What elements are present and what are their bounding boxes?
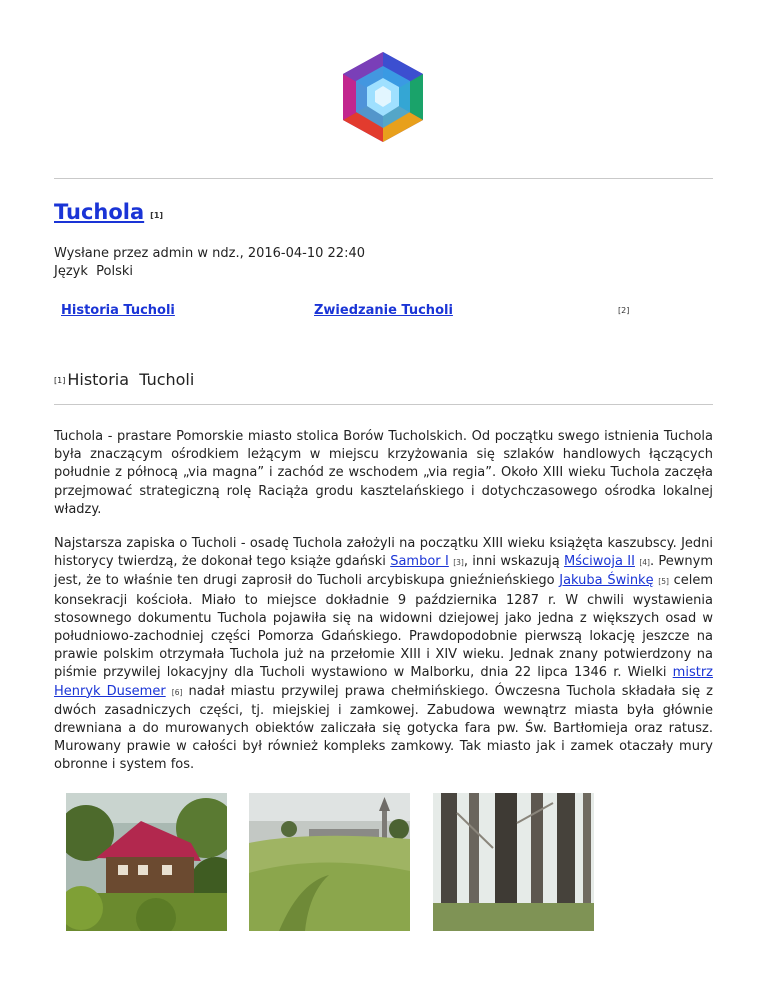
page-title — [54, 200, 163, 224]
para2-text-d: celem konsekracji kościoła. Miało to miejsce dokładnie 9 października 1287 r. W chwili wystawienia stosownego dokumentu Tuchola pojawiła się na widowni dziejowej jako jedna z większych osad w południowo-zachodniej części Pomorza Gdańskiego. Prawdopodobnie pierwszą lokację jeszcze na prawie polskim otrzymała Tuchola już na przełomie XIII i XIV wieku. Jednak znany potwierdzony na piśmie przywilej lokacyjny dla Tucholi wystawiono w Malborku, dnia 22 lipca 1346 r. Wielki — [54, 573, 714, 681]
link-swinka[interactable]: Jakuba Świnkę — [559, 573, 654, 589]
para2-text-c: . Pewnym jest, że to właśnie ten drugi zaprosił do Tucholi arcybiskupa gnieźnieńskiego — [54, 554, 714, 589]
site-logo — [340, 50, 426, 144]
tab-zwiedzanie[interactable]: Zwiedzanie Tucholi — [314, 303, 453, 318]
section-heading — [54, 370, 194, 389]
ref-6: [6] — [171, 687, 183, 697]
tabs-ref: [2] — [618, 306, 630, 315]
section-ref: [1] — [54, 376, 66, 385]
para2-text-e: nadał miastu przywilej prawa chełmińskiego. Ówczesna Tuchola składała się z dwóch zasadniczych części, tj. miejskiej i zamkowej. Zabudowa wewnątrz miasta była głównie drewniana a do murowanych obiektów zaliczała się gotycka fara pw. Św. Bartłomieja oraz ratusz. Murowany prawie w całości był również kompleks zamkowy. Tak miasto jak i zamek otaczały mury obronne i system fos. — [54, 683, 713, 773]
ref-4: [4] — [639, 558, 650, 568]
photo-meadow — [249, 793, 410, 931]
link-sambor[interactable]: Sambor I — [390, 554, 449, 570]
paragraph-intro: Tuchola - prastare Pomorskie miasto stolica Borów Tucholskich. Od początku swego istnienia Tuchola była znaczącym ośrodkiem leżącym w miejscu krzyżowania się szlaków handlowych łączących południe z północą „via magna” i zachód ze wschodem „via regia”. Około XIII wieku Tuchola zaczęła przejmować strategiczną rolę Raciąża grodu kasztelańskiego i dotychczasowego ośrodka lokalnej władzy. — [54, 429, 713, 517]
post-meta: Wysłane przez admin w ndz., 2016-04-10 22:40 — [54, 246, 365, 261]
section-title: Historia Tucholi — [67, 370, 195, 389]
title-ref: [1] — [150, 211, 164, 220]
photo-forest — [433, 793, 594, 931]
photo-house — [66, 793, 227, 931]
ref-3: [3] — [453, 558, 464, 568]
link-msciwoj[interactable]: Mściwoja II — [564, 554, 635, 570]
para2-text-a: Najstarsza zapiska o Tucholi - osadę Tuchola założyli na początku XIII wieku książęta kaszubscy. Jedni historycy twierdzą, że dokonał tego książe gdański — [54, 536, 713, 570]
link-dusemer[interactable]: mistrz Henryk Dusemer — [54, 665, 713, 699]
para2-text-b: , inni wskazują — [463, 554, 565, 570]
divider-section — [54, 404, 713, 405]
tab-historia[interactable]: Historia Tucholi — [61, 303, 175, 318]
ref-5: [5] — [658, 577, 669, 587]
divider-top — [54, 178, 713, 179]
post-language: Język Polski — [54, 264, 133, 279]
paragraph-history — [54, 535, 713, 775]
title-link[interactable]: Tuchola — [54, 200, 145, 224]
